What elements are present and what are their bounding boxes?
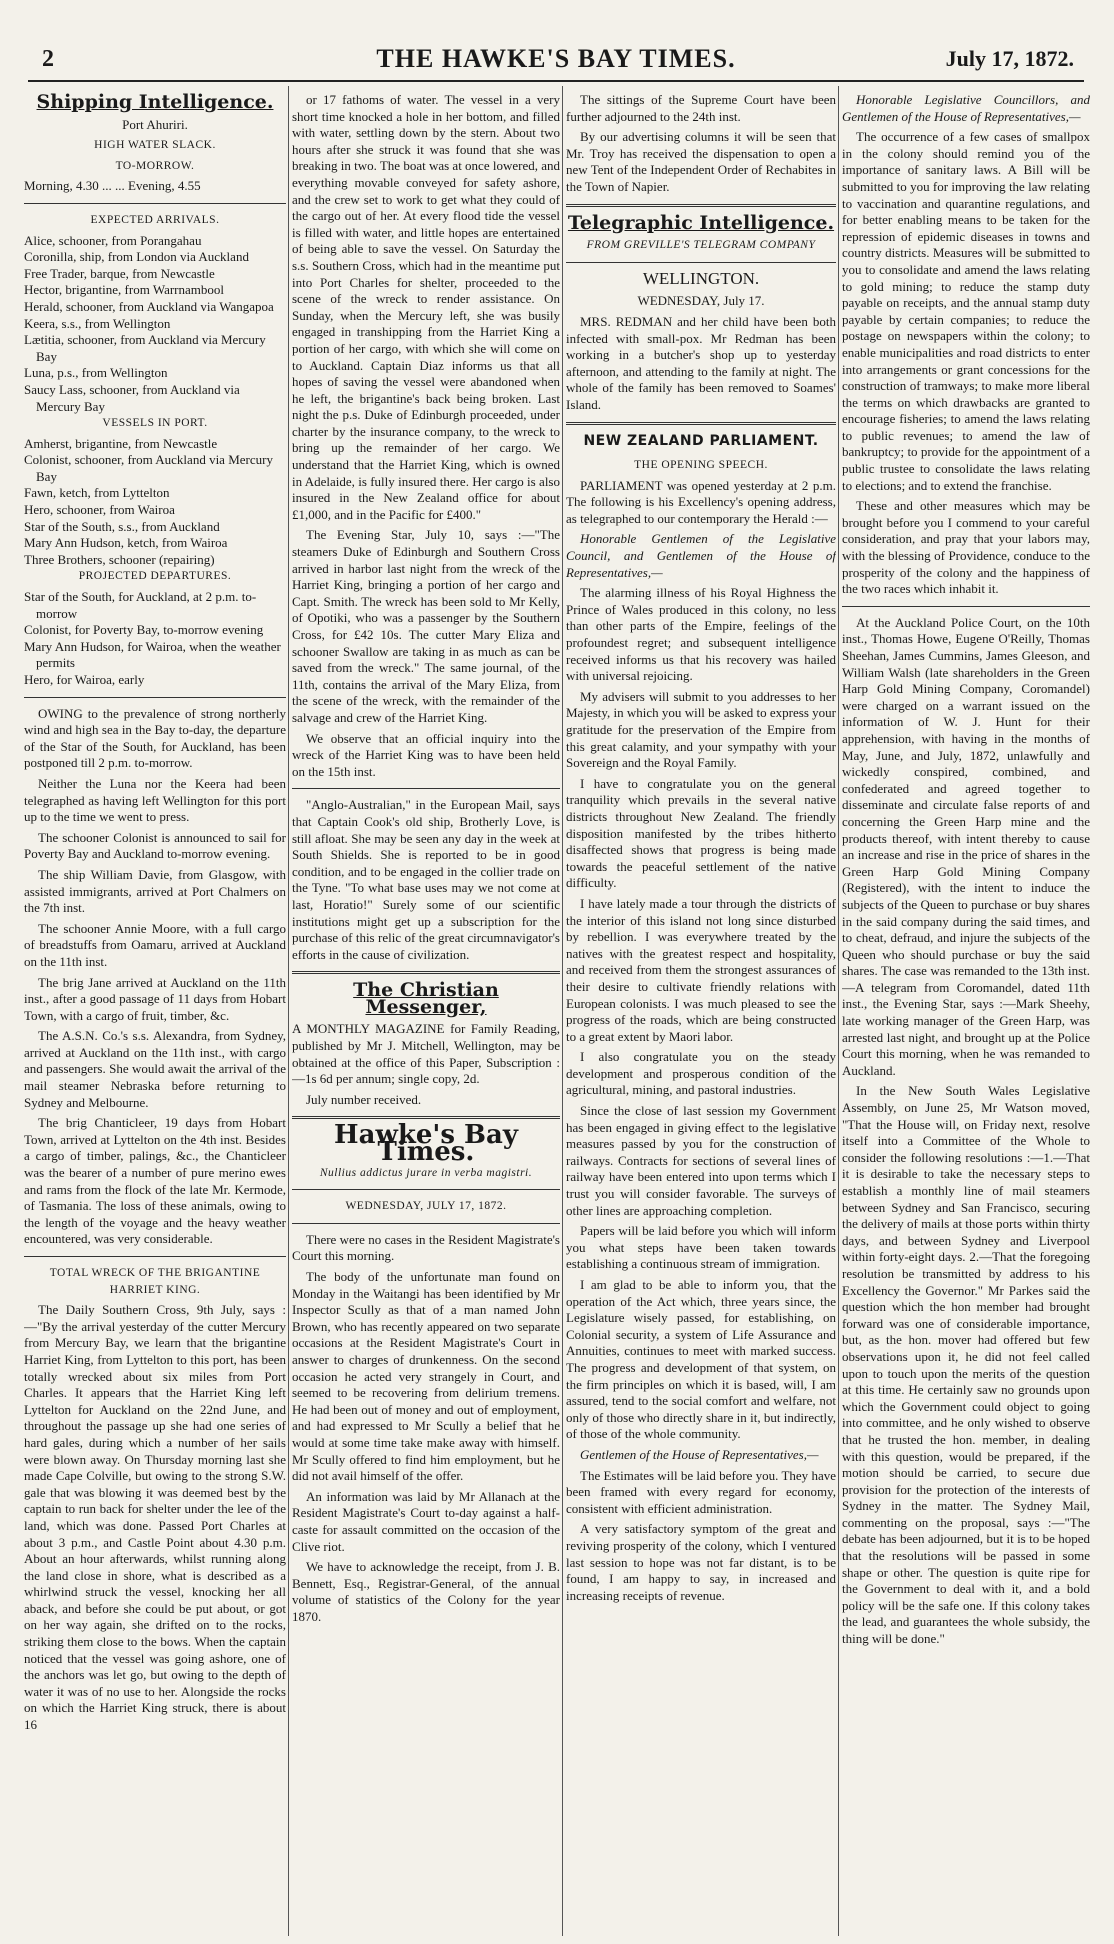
dateline: WEDNESDAY, JULY 17, 1872. — [345, 1200, 507, 1213]
list-item: Three Brothers, schooner (repairing) — [24, 551, 215, 567]
paper-flag: Hawke's Bay Times. — [334, 1120, 518, 1168]
list-item: Hero, schooner, from Wairoa — [24, 502, 175, 518]
paragraph: I have to congratulate you on the general tranquility which prevails in the several native districts throughout New Zealand. The friendly disposition manifested by the tribes hitherto disaffected shows that progress is being made towards the peaceful settlement of the native difficulty. — [566, 775, 836, 891]
subheading: FROM GREVILLE'S TELEGRAM COMPANY — [586, 239, 816, 252]
list-item: Alice, schooner, from Porangahau — [24, 232, 202, 248]
paragraph: An information was laid by Mr Allanach at the Resident Magistrate's Court to-day against a half-caste for assault committed on the occasion of the Clive riot. — [292, 1488, 560, 1554]
column-3 — [566, 92, 836, 1930]
paragraph: We observe that an official inquiry into the wreck of the Harriet King was to have been held on the 15th inst. — [292, 730, 560, 779]
paragraph: Papers will be laid before you which will inform you what steps have been taken towards establishing a continuous stream of immigration. — [566, 1223, 836, 1272]
paragraph: OWING to the prevalence of strong northerly wind and high sea in the Bay to-day, the departure of the Star of the South, for Auckland, has been postponed till 2 p.m. to-morrow. — [24, 705, 286, 771]
paragraph: MRS. REDMAN and her child have been both infected with small-pox. Mr Redman has been working in a butcher's shop up to yesterday afternoon, and attending to the family at night. The whole of the family has been removed to Soames' Island. — [566, 313, 836, 412]
list-item: Star of the South, s.s., from Auckland — [24, 518, 220, 534]
divider — [566, 262, 836, 263]
column-divider — [288, 86, 289, 1936]
list-item: Star of the South, for Auckland, at 2 p.m. to-morrow — [24, 589, 257, 621]
address-salutation: Honorable Legislative Councillors, and Gentlemen of the House of Representatives,— — [842, 92, 1090, 124]
motto: Nullius addictus jurare in verba magistri. — [319, 1166, 533, 1179]
paragraph: There were no cases in the Resident Magistrate's Court this morning. — [292, 1231, 560, 1264]
paragraph: PARLIAMENT was opened yesterday at 2 p.m. The following is his Excellency's opening address, as telegraphed to our contemporary the Herald :— — [566, 477, 836, 526]
paragraph: In the New South Wales Legislative Assembly, on June 25, Mr Watson moved, "That the House will, on Friday next, resolve itself into a Committee of the Whole to consider the following resolutions :—1.—That it is desirable to take the necessary steps to establish a monthly line of mail steamers between Sydney and San Francisco, securing the delivery of mails at those ports within thirty days, and between Sydney and Liverpool within forty-eight days. 2.—That the foregoing resolution be transmitted by address to his Excellency the Governor." Mr Parkes said the question which the hon member had brought forward was one of considerable importance, but, as the hon. mover had offered but few observations upon it, he did not feel called upon to touch upon the merits of the question at this time. He certainly saw no grounds upon which the Government could object to going into committee, and he only wished to observe that he trusted the hon. member, in dealing with this question, would be prepared, if the motion should be carried, to secure due provision for the protection of the interests of Sydney in the matter. The Sydney Mail, commenting on the proposal, says :—"The debate has been adjourned, but it is to be hoped that the resolutions will be passed in some shape or other. The question is quite ripe for the Government to deal with it, and a bold policy will be the safe one. If this colony takes the lead, and guarantees the whole subsidy, the thing will be done." — [842, 1083, 1090, 1647]
list-item: Saucy Lass, schooner, from Auckland via Mercury Bay — [24, 381, 240, 414]
list-item: Lætitia, schooner, from Auckland via Mercury Bay — [24, 332, 266, 364]
divider — [292, 1116, 560, 1119]
list-item: Keera, s.s., from Wellington — [24, 315, 171, 331]
paragraph: The ship William Davie, from Glasgow, with assisted immigrants, arrived at Port Chalmers on the 7th inst. — [24, 866, 286, 916]
list-item: Luna, p.s., from Wellington — [24, 365, 168, 381]
paragraph: The alarming illness of his Royal Highness the Prince of Wales produced in this colony, no less than other parts of the Empire, feelings of the profoundest regret; and subsequent intelligence received informs us that his recovery was hailed with universal rejoicing. — [566, 585, 836, 684]
column-divider — [838, 86, 839, 1936]
paper-title: THE HAWKE'S BAY TIMES. — [376, 44, 736, 73]
subheading: EXPECTED ARRIVALS. — [90, 213, 220, 226]
paragraph: My advisers will submit to you addresses to her Majesty, in which you will be asked to express your gratitude for the preservation of the Empire from this great calamity, and your sympathy with your Sovereign and the Royal Family. — [566, 688, 836, 771]
parliament-heading: NEW ZEALAND PARLIAMENT. — [583, 432, 819, 449]
divider — [292, 1223, 560, 1224]
list-item: Colonist, schooner, from Auckland via Mercury Bay — [24, 452, 273, 484]
paragraph: The sittings of the Supreme Court have been further adjourned to the 24th inst. — [566, 92, 836, 124]
tide-times: Morning, 4.30 ... ... Evening, 4.55 — [24, 178, 201, 194]
list-item: Mary Ann Hudson, for Wairoa, when the weather permits — [24, 638, 281, 671]
masthead — [28, 40, 1084, 82]
advert-text: A MONTHLY MAGAZINE for Family Reading, published by Mr J. Mitchell, Wellington, may be obtained at the office of this Paper, Subscription :—1s 6d per annum; single copy, 2d. — [292, 1021, 560, 1087]
dateline: WEDNESDAY, July 17. — [637, 293, 765, 309]
subheading: THE OPENING SPEECH. — [634, 459, 768, 472]
divider — [292, 1189, 560, 1190]
list-item: Hector, brigantine, from Warrnambool — [24, 282, 224, 298]
paragraph: These and other measures which may be brought before you I commend to your careful consideration, and pray that your labors may, with the blessing of Providence, conduce to the prosperity of the colony and the happiness of the two races which inhabit it. — [842, 498, 1090, 597]
paragraph: The Evening Star, July 10, says :—"The steamers Duke of Edinburgh and Southern Cross arrived in harbor last night from the wreck of the Harriet King, bringing a portion of her cargo and Capt. Smith. The wreck has been sold to Mr Kelly, of Opotiki, who was a passenger by the Southern Cross, for £42 10s. The cutter Mary Eliza and schooner Swallow are taking in as much as can be saved from the wreck." The same journal, of the 11th, contains the arrival of the Mary Eliza, from the scene of the wreck, with the remainder of the salvage and crew of the Harriet King. — [292, 527, 560, 725]
page-number: 2 — [42, 46, 54, 72]
list-item: Fawn, ketch, from Lyttelton — [24, 485, 170, 501]
telegraph-heading: Telegraphic Intelligence. — [567, 211, 835, 234]
paragraph: The occurrence of a few cases of smallpox in the colony should remind you of the importance of sanitary laws. A Bill will be submitted to you for improving the law relating to vaccination and quarantine regulations, and for better enabling means to be taken for the repression of epidemic diseases in towns and country districts. Measures will be submitted to you to consolidate and amend the laws relating to gold mining; to reduce the stamp duty payable on receipts, and the annual stamp duty payable by certain companies; to reduce the postage on newspapers within the colony; to enable municipalities and road districts to enter into arrangements or grant concessions for the construction of tramways; to make more liberal the terms on which drawbacks are granted to encourage fisheries; to amend the laws relating to public revenues; to amend the law of bankruptcy; to provide for the appointment of a public trustee to consolidate the laws relating to elections; and to extend the franchise. — [842, 129, 1090, 493]
paragraph: At the Auckland Police Court, on the 10th inst., Thomas Howe, Eugene O'Reilly, Thomas Sheehan, James Cummins, James Gleeson, and William Walsh (late shareholders in the Green Harp Gold Mining Company, Coromandel) were charged on a warrant issued on the information of W. J. Hunt for their apprehension, with having in the months of May, June, and July, 1872, unlawfully and wickedly conspired, combined, and confederated and agreed together to disseminate and circulate false reports of and concerning the Green Harp mine and the products thereof, with intent thereby to cause an increase and rise in the price of shares in the Green Harp Gold Mining Company (Registered), with the intent to induce the subjects of the Queen to purchase or buy shares in the said company during the said times, and to cheat, defraud, and injure the subjects of the Queen who should purchase or buy the said shares. The case was remanded to the 13th inst.—A telegram from Coromandel, dated 11th inst., the Evening Star, says :—Mark Sheehy, late working manager of the Green Harp, was arrested last night, and brought up at the Police Court this morning, when he was remanded to Auckland. — [842, 614, 1090, 1078]
list-item: Colonist, for Poverty Bay, to-morrow evening — [24, 622, 264, 638]
paragraph: I am glad to be able to inform you, that the operation of the Act which, three years since, the Legislature wisely passed, for establishing, on Colonial security, a system of Life Assurance and Annuities, continues to meet with marked success. The progress and development of that system, on the firm principles on which it is based, will, I am assured, tend to the social comfort and welfare, not only of those who directly share in it, but indirectly, of those of the whole community. — [566, 1277, 836, 1442]
paragraph: The body of the unfortunate man found on Monday in the Waitangi has been identified by Mr Inspector Scully as that of a man named John Brown, who has recently appeared on two separate occasions at the Resident Magistrate's Court in answer to charges of drunkenness. On the second occasion he acted very strangely in Court, and seemed to be recovering from delirium tremens. He had been out of money and out of employment, and had expressed to Mr Scully a belief that he would at some time take make away with himself. Mr Scully offered to find him employment, but he did not avail himself of the offer. — [292, 1269, 560, 1484]
advert-text: July number received. — [306, 1091, 422, 1107]
subheading: Port Ahuriri. — [122, 116, 188, 132]
paragraph: I also congratulate you on the steady development and prosperous condition of the agricultural, mining, and pastoral industries. — [566, 1049, 836, 1098]
paragraph: By our advertising columns it will be seen that Mr. Troy has received the dispensation to open a new Tent of the Independent Order of Rechabites in the Town of Napier. — [566, 129, 836, 194]
column-divider — [562, 86, 563, 1936]
subheading: VESSELS IN PORT. — [102, 417, 208, 430]
paragraph: The schooner Colonist is announced to sail for Poverty Bay and Auckland to-morrow evening. — [24, 829, 286, 862]
divider — [566, 422, 836, 425]
paragraph: or 17 fathoms of water. The vessel in a very short time knocked a hole in her bottom, and filled with water, settling down by the stern. About two hours after she struck it was found that she was breaking in two. The boat was at once lowered, and everything movable conveyed for safety ashore, and the crew set to work to get what they could of the cargo out of her. At every flood tide the vessel is filled with water, and little hopes are entertained of being able to save the vessel. On Saturday the s.s. Southern Cross, which had in the meantime put into Port Charles for shelter, proceeded to the scene of the wreck to render assistance. On Sunday, when the Mercury left, she was busily engaged in transhipping from the Harriet King a portion of her cargo, with which she will come on to Auckland. Captain Diaz informs us that all hopes of saving the vessel were abandoned when he left, the brigantine's back being broken. Last night the p.s. Duke of Edinburgh proceeded, under charter by the insurance company, to the wreck to bring up the remainder of her cargo. We understand that the Harriet King, which is owned in Adelaide, is fully insured there. Her cargo is also insured in the New Zealand office for about £1,000, and in the Pacific for £400." — [292, 92, 560, 522]
paragraph: The brig Jane arrived at Auckland on the 11th inst., after a good passage of 11 days from Hobart Town, with a cargo of fruit, timber, &c. — [24, 974, 286, 1023]
advert-heading: The Christian Messenger, — [353, 979, 499, 1018]
paragraph: A very satisfactory symptom of the great and reviving prosperity of the colony, which I ventured last session to hope was not far distant, is to be found, I am happy to say, in increased and increasing receipts of revenue. — [566, 1521, 836, 1603]
column-4 — [842, 92, 1090, 1930]
divider — [292, 971, 560, 974]
paragraph: Since the close of last session my Government has been engaged in giving effect to the legislative measures passed by you for the construction of railways. Contracts for sections of several lines of railway have been entered into upon terms which I trust you will consider favorable. The surveys of other lines are approaching completion. — [566, 1103, 836, 1218]
paragraph: We have to acknowledge the receipt, from J. B. Bennett, Esq., Registrar-General, of the annual volume of statistics of the Colony for the year 1870. — [292, 1559, 560, 1624]
subheading: PROJECTED DEPARTURES. — [78, 570, 232, 583]
article-heading: TOTAL WRECK OF THE BRIGANTINE HARRIET KING. — [49, 1267, 261, 1296]
paragraph: Neither the Luna nor the Keera had been telegraphed as having left Wellington for this port up to the time we went to press. — [24, 775, 286, 825]
list-item: Mary Ann Hudson, ketch, from Wairoa — [24, 535, 228, 551]
address-salutation: Gentlemen of the House of Representatives,— — [580, 1446, 819, 1462]
subheading: TO-MORROW. — [115, 159, 195, 172]
list-item: Amherst, brigantine, from Newcastle — [24, 435, 218, 451]
address-salutation: Honorable Gentlemen of the Legislative Council, and Gentlemen of the House of Representatives,— — [566, 531, 836, 580]
paragraph: The A.S.N. Co.'s s.s. Alexandra, from Sydney, arrived at Auckland on the 11th inst., with cargo and passengers. She would await the arrival of the mail steamer Nebraska before returning to Sydney and Melbourne. — [24, 1028, 286, 1110]
divider — [24, 1256, 286, 1257]
divider — [24, 697, 286, 698]
issue-date: July 17, 1872. — [945, 46, 1074, 71]
paragraph: I have lately made a tour through the districts of the interior of this island not long since disturbed by rebellion. I was everywhere treated by the natives with the greatest respect and hospitality, and received from them the strongest assurances of their desire to cultivate friendly relations with European colonists. I was much pleased to see the progress of the roads, which are being constructed to a great extent by Maori labor. — [566, 895, 836, 1044]
column-1 — [24, 92, 286, 1930]
divider — [24, 203, 286, 204]
list-item: Free Trader, barque, from Newcastle — [24, 265, 215, 281]
subheading: HIGH WATER SLACK. — [94, 139, 216, 152]
paragraph: "Anglo-Australian," in the European Mail, says that Captain Cook's old ship, Brotherly Love, is still afloat. She may be seen any day in the week at South Shields. She is reported to be in good condition, and to be engaged in the collier trade on the Tyne. "To what base uses may we not come at last, Horatio!" Surely some of our scientific institutions might get up a subscription for the purchase of this relic of the great circumnavigator's efforts in the cause of civilization. — [292, 797, 560, 962]
list-item: Herald, schooner, from Auckland via Wangapoa — [24, 298, 274, 314]
paragraph: The schooner Annie Moore, with a full cargo of breadstuffs from Oamaru, arrived at Auckland on the 11th inst. — [24, 920, 286, 969]
paragraph: The Daily Southern Cross, 9th July, says :—"By the arrival yesterday of the cutter Mercury from Mercury Bay, we learn that the brigantine Harriet King, from Lyttelton to this port, has been totally wrecked about six miles from Port Charles. It appears that the Harriet King left Lyttelton for Auckland on the 22nd June, and throughout the passage up she had one series of hard gales, during which a number of her sails were blown away. On Thursday morning last she made Cape Colville, but owing to the strong S.W. gale that was blowing it was deemed best by the captain to run back for shelter under the lee of the land, which was done. Passed Port Charles at about 3 p.m., and Castle Point about 4.30 p.m. About an hour afterwards, whilst running along the land close in shore, what is described as a whirlwind struck the vessel, knocking her all aback, and before she could be put about, or got on her way again, she drifted on to the rocks, striking them close to the bows. When the captain noticed that the vessel was going ashore, one of the anchors was let go, but owing to the depth of water it was of no use to her. Alongside the rocks on which the Harriet King struck, there is about 16 — [24, 1302, 286, 1733]
place-heading: WELLINGTON. — [642, 268, 760, 288]
list-item: Coronilla, ship, from London via Auckland — [24, 249, 249, 265]
paragraph: The Estimates will be laid before you. They have been framed with every regard for economy, consistent with efficient administration. — [566, 1467, 836, 1516]
divider — [292, 788, 560, 789]
paragraph: The brig Chanticleer, 19 days from Hobart Town, arrived at Lyttelton on the 4th inst. Besides a cargo of timber, palings, &c., the Chanticleer was the bearer of a number of pure merino ewes and rams from the flock of the late Mr. Kermode, of Tasmania. The loss of these animals, owing to the length of the voyage and the heavy weather encountered, was very considerable. — [24, 1115, 286, 1247]
column-2 — [292, 92, 560, 1930]
list-item: Hero, for Wairoa, early — [24, 672, 145, 687]
divider — [566, 204, 836, 207]
divider — [842, 606, 1090, 607]
shipping-heading: Shipping Intelligence. — [36, 92, 274, 113]
